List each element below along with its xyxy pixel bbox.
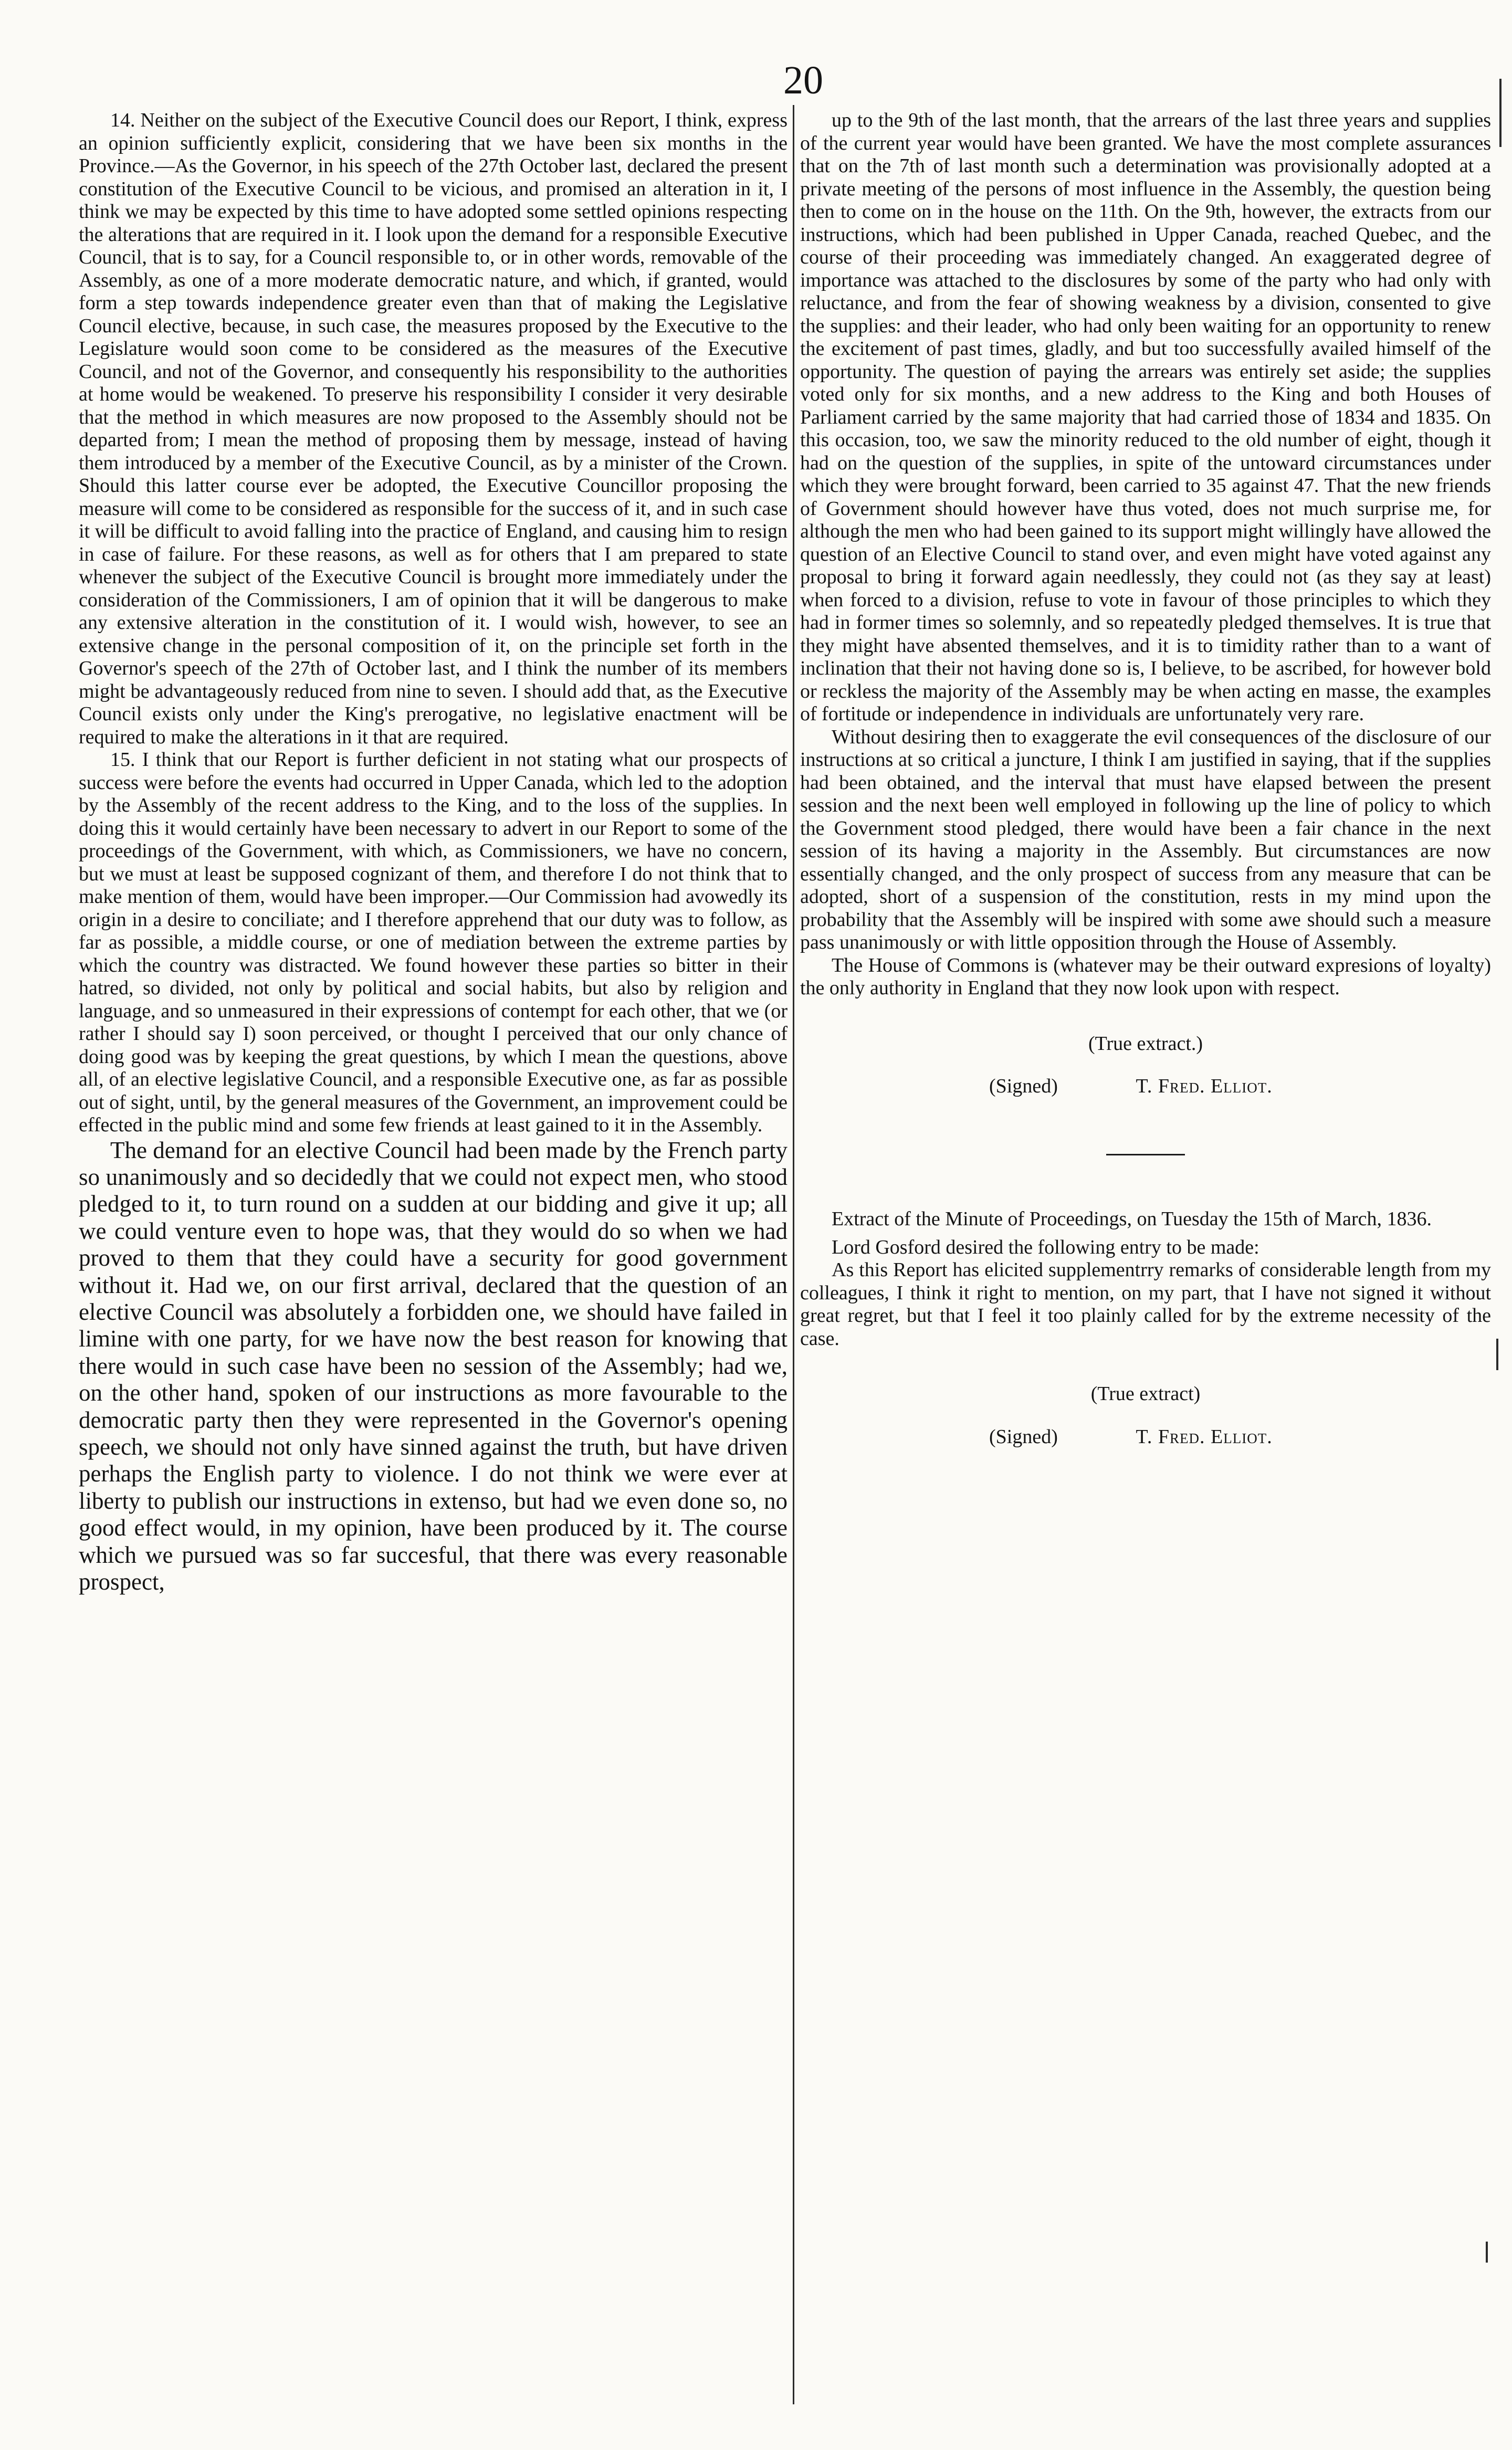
margin-mark <box>1486 2242 1488 2263</box>
signed-label-2: (Signed) <box>989 1425 1058 1448</box>
right-column <box>800 109 1491 1448</box>
paragraph-15: 15. I think that our Report is further deficient in not stating what our prospects of success were before the events had occurred in Upper Canada, which led to the adoption by the Assembly of the recent address to the King, and to the loss of the supplies. In doing this it would certainly have been necessary to advert in our Report to some of the proceedings of the Government, with which, as Commissioners, we have no concern, but we must at least be supposed cognizant of them, and therefore I do not think that to make mention of them, would have been improper.—Our Commission had avowedly its origin in a desire to conciliate; and I therefore apprehend that our duty was to follow, as far as possible, a middle course, or one of mediation between the extreme parties by which the country was distracted. We found however these parties so bitter in their hatred, so divided, not only by political and social habits, but also by religion and language, and so unmeasured in their expressions of contempt for each other, that we (or rather I should say I) soon perceived, or thought I perceived that our only chance of doing good was by keeping the great questions, by which I mean the questions, above all, of an elective legislative Council, and a responsible Executive one, as far as possible out of sight, until, by the general measures of the Government, an improvement could be effected in the public mind and some few friends at least gained to it in the Assembly. <box>79 749 788 1136</box>
page-number: 20 <box>783 58 823 102</box>
left-column <box>79 109 788 1595</box>
minute-heading: Extract of the Minute of Proceedings, on Tuesday the 15th of March, 1836. <box>832 1207 1432 1230</box>
paragraph-14: 14. Neither on the subject of the Executive Council does our Report, I think, express an opinion sufficiently explicit, considering that we have been six months in the Province.—As the Governor, in his speech of the 27th October last, declared the present constitution of the Executive Council to be vicious, and promised an alteration in it, I think we may be expected by this time to have adopted some settled opinions respecting the alterations that are required in it. I look upon the demand for a responsible Executive Council, that is to say, for a Council responsible to, or in other words, removable of the Assembly, as one of a more moderate democratic nature, and which, if granted, would form a step towards independence greater even than that of making the Legislative Council elective, because, in such case, the measures proposed by the Executive to the Legislature would soon come to be considered as the measures of the Executive Council, and not of the Governor, and consequently his responsibility to the authorities at home would be weakened. To preserve his responsibility I consider it very desirable that the method in which measures are now proposed to the Assembly should not be departed from; I mean the method of proposing them by message, instead of having them introduced by a member of the Executive Council, as by a minister of the Crown. Should this latter course ever be adopted, the Executive Councillor proposing the measure will come to be considered as responsible for the success of it, and in such case it will be difficult to avoid falling into the practice of England, and causing him to resign in case of failure. For these reasons, as well as for others that I am prepared to state whenever the subject of the Executive Council is brought more immediately under the consideration of the Commissioners, I am of opinion that it will be dangerous to make any extensive alteration in the constitution of it. I would wish, however, to see an extensive change in the personal composition of it, on the principle set forth in the Governor's speech of the 27th of October last, and I think the number of its members might be advantageously reduced from nine to seven. I should add that, as the Executive Council exists only under the King's prerogative, no legislative enactment will be required to make the alterations in it that are required. <box>79 109 788 748</box>
minute-entry-intro: Lord Gosford desired the following entry to be made: <box>832 1236 1259 1258</box>
paragraph-arrears: up to the 9th of the last month, that the arrears of the last three years and supplies of the current year would have been granted. We have the most complete assurances that on the 7th of last month such a determination was provisionally adopted at a private meeting of the persons of most influence in the Assembly, the question being then to come on in the house on the 11th. On the 9th, however, the extracts from our instructions, which had been published in Upper Canada, reached Quebec, and the course of their proceeding was immediately changed. An exaggerated degree of importance was attached to the disclosures by some of the party who had only with reluctance, and from the fear of showing weakness by a division, consented to give the supplies: and their leader, who had only been waiting for an opportunity to renew the excitement of past times, gladly, and but too successfully availed himself of the opportunity. The question of paying the arrears was entirely set aside; the supplies voted only for six months, and a new address to the King and both Houses of Parliament carried by the same majority that had carried those of 1834 and 1835. On this occasion, too, we saw the minority reduced to the old number of eight, though it had on the question of the supplies, in spite of the untoward circumstances under which they were brought forward, been carried to 35 against 47. That the new friends of Government should however have thus voted, does not much surprise me, for although the men who had been gained to its support might willingly have allowed the question of an Elective Council to stand over, and even might have voted against any proposal to bring it forward again needlessly, they could not (as they say at least) when forced to a division, refuse to vote in favour of those principles to which they had in former times so solemnly, and so repeatedly pledged themselves. It is true that they might have absented themselves, and it is to timidity rather than to a want of inclination that their not having done so is, I believe, to be ascribed, for however bold or reckless the majority of the Assembly may be when acting en masse, the examples of fortitude or independence in individuals are unfortunately very rare. <box>800 109 1491 725</box>
true-extract-label: (True extract.) <box>1088 1032 1203 1055</box>
minute-entry-text: As this Report has elicited supplementrry remarks of considerable length from my colleagues, I think it right to mention, on my part, that I have not signed it without great regret, but that I feel it too plainly called for by the extreme necessity of the case. <box>800 1259 1491 1350</box>
margin-mark <box>1496 1339 1498 1370</box>
paragraph-elective-council: The demand for an elective Council had been made by the French party so unanimously and so decidedly that we could not expect men, who stood pledged to it, to turn round on a sudden at our bidding and give it up; all we could venture even to hope was, that they would do so when we had proved to them that they could have a security for good government without it. Had we, on our first arrival, declared that the question of an elective Council was absolutely a forbidden one, we should have failed in limine with one party, for we have now the best reason for knowing that there would in such case have been no session of the Assembly; had we, on the other hand, spoken of our instructions as more favourable to the democratic party then they were represented in the Governor's opening speech, we should not only have sinned against the truth, but have driven perhaps the English party to violence. I do not think we were ever at liberty to publish our instructions in extenso, but had we even done so, no good effect would, in my opinion, have been produced by it. The course which we pursued was so far succesful, that there was every reasonable prospect, <box>79 1137 788 1595</box>
signature-line <box>800 1075 1491 1098</box>
margin-mark <box>1499 79 1502 147</box>
signature-name: T. Fred. Elliot. <box>1136 1075 1273 1097</box>
paragraph-house-of-commons: The House of Commons is (whatever may be their outward expresions of loyalty) the only authority in England that they now look upon with respect. <box>800 954 1491 999</box>
signature-name-2: T. Fred. Elliot. <box>1136 1425 1273 1448</box>
signature-line-2 <box>800 1426 1491 1449</box>
signed-label: (Signed) <box>989 1075 1058 1097</box>
true-extract-label-2: (True extract) <box>1090 1383 1201 1405</box>
paragraph-consequences: Without desiring then to exaggerate the evil consequences of the disclosure of our instructions at so critical a juncture, I think I am justified in saying, that if the supplies had been obtained, and the interval that must have elapsed between the present session and the next been well employed in following up the line of policy to which the Government stood pledged, there would have been a fair chance in the next session of its having a majority in the Assembly. But circumstances are now essentially changed, and the only prospect of success from any measure that can be adopted, short of a suspension of the constitution, rests in my mind upon the probability that the Assembly will be inspired with some awe should such a measure pass unanimously or with little opposition through the House of Assembly. <box>800 725 1491 953</box>
column-divider <box>793 105 794 2404</box>
section-divider <box>1106 1154 1185 1155</box>
